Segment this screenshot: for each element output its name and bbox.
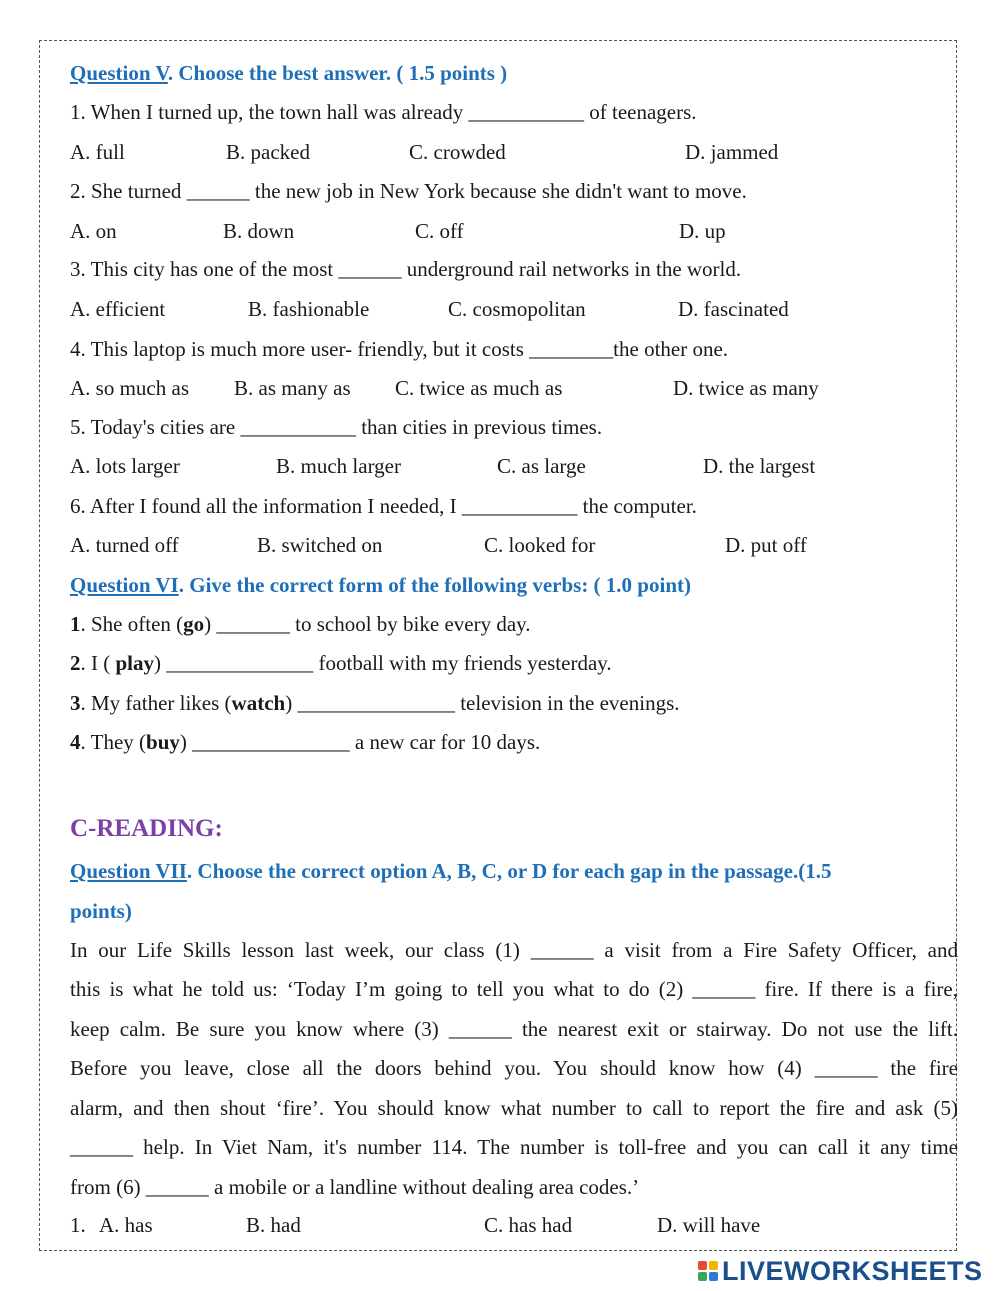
option[interactable]: D. up	[679, 219, 726, 243]
option[interactable]: B. packed	[226, 140, 310, 164]
q5-options-3	[70, 296, 950, 322]
reading-heading: C-READING:	[70, 815, 223, 842]
option[interactable]: C. twice as much as	[395, 376, 563, 400]
logo-mark-icon	[698, 1261, 718, 1281]
passage-line: from (6) ______ a mobile or a landline without dealing area codes.’	[70, 1175, 640, 1199]
q5-options-2	[70, 218, 950, 244]
option[interactable]: D. twice as many	[673, 376, 819, 400]
option[interactable]: A. turned off	[70, 533, 179, 557]
option[interactable]: A. has	[99, 1213, 153, 1237]
option[interactable]: D. jammed	[685, 140, 779, 164]
q7-options-1	[70, 1212, 950, 1238]
question-6-title: Question VI. Give the correct form of the following verbs: ( 1.0 point)	[70, 573, 691, 597]
option[interactable]: B. fashionable	[248, 297, 370, 321]
q6-item-2: 2. I ( play) ______________ football with my friends yesterday.	[70, 651, 612, 675]
q6-item-1: 1. She often (go) _______ to school by bike every day.	[70, 612, 531, 636]
option[interactable]: B. had	[246, 1213, 301, 1237]
option[interactable]: C. looked for	[484, 533, 596, 557]
option[interactable]: A. lots larger	[70, 454, 180, 478]
option[interactable]: B. down	[223, 219, 295, 243]
q6-item-4: 4. They (buy) _______________ a new car for 10 days.	[70, 730, 541, 754]
q5-stem-3: 3. This city has one of the most ______ underground rail networks in the world.	[70, 257, 742, 281]
option[interactable]: D. will have	[657, 1213, 761, 1237]
option[interactable]: C. crowded	[409, 140, 506, 164]
liveworksheets-logo	[698, 1256, 983, 1286]
q5-stem-2: 2. She turned ______ the new job in New York because she didn't want to move.	[70, 179, 747, 203]
question-7-title-cont: points)	[70, 899, 132, 923]
passage-line: In our Life Skills lesson last week, our class (1) ______ a visit from a Fire Safety Officer, and	[70, 938, 958, 962]
passage-line: ______ help. In Viet Nam, it's number 114. The number is toll-free and you can call it any time	[70, 1135, 958, 1159]
brand-name: LIVEWORKSHEETS	[722, 1255, 983, 1286]
passage-line: alarm, and then shout ‘fire’. You should know what number to call to report the fire and ask (5)	[70, 1096, 958, 1120]
passage-line: Before you leave, close all the doors behind you. You should know how (4) ______ the fire	[70, 1056, 958, 1080]
q6-item-3: 3. My father likes (watch) _______________ television in the evenings.	[70, 691, 680, 715]
question-5-title: Question V. Choose the best answer. ( 1.5 points )	[70, 61, 508, 85]
option[interactable]: C. as large	[497, 454, 586, 478]
option[interactable]: C. cosmopolitan	[448, 297, 586, 321]
option[interactable]: C. off	[415, 219, 464, 243]
option[interactable]: B. as many as	[234, 376, 351, 400]
option[interactable]: D. fascinated	[678, 297, 789, 321]
option[interactable]: D. put off	[725, 533, 807, 557]
passage-line: keep calm. Be sure you know where (3) ______ the nearest exit or stairway. Do not use the lift.	[70, 1017, 958, 1041]
q5-options-6	[70, 532, 950, 558]
option[interactable]: B. much larger	[276, 454, 401, 478]
q5-stem-1: 1. When I turned up, the town hall was already ___________ of teenagers.	[70, 100, 697, 124]
option[interactable]: A. full	[70, 140, 125, 164]
q5-stem-4: 4. This laptop is much more user- friendly, but it costs ________the other one.	[70, 337, 729, 361]
option[interactable]: B. switched on	[257, 533, 383, 557]
option[interactable]: C. has had	[484, 1213, 573, 1237]
option[interactable]: A. efficient	[70, 297, 166, 321]
q5-stem-6: 6. After I found all the information I needed, I ___________ the computer.	[70, 494, 697, 518]
q5-options-1	[70, 139, 950, 165]
question-7-title: Question VII. Choose the correct option A, B, C, or D for each gap in the passage.(1.5	[70, 859, 832, 883]
answer-number: 1.	[70, 1213, 86, 1237]
q5-stem-5: 5. Today's cities are ___________ than cities in previous times.	[70, 415, 603, 439]
option[interactable]: D. the largest	[703, 454, 816, 478]
q5-options-4	[70, 375, 950, 401]
q5-options-5	[70, 453, 950, 479]
option[interactable]: A. so much as	[70, 376, 189, 400]
passage-line: this is what he told us: ‘Today I’m going to tell you what to do (2) ______ fire. If there is a fire,	[70, 977, 958, 1001]
option[interactable]: A. on	[70, 219, 117, 243]
